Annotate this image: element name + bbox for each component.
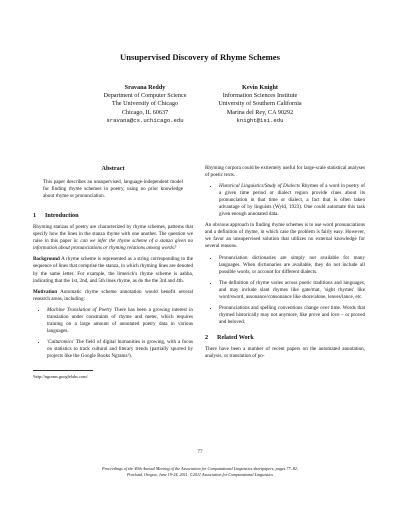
abstract-text: This paper describes an unsupervised, language-independent model for finding rhyme schemes in poetry, using no prior knowledge about rhyme or pronunciation.	[43, 179, 183, 200]
intro-text: Rhyming stanzas of poetry are characterized by rhyme schemes, patterns that specify how the lines in the stanza rhyme with one another. The question we raise in this paper is:	[33, 224, 193, 245]
author-org: The University of Chicago	[111, 100, 179, 108]
author-dept: Department of Computer Science	[103, 92, 187, 100]
list-item-title: Historical Linguistics/Study of Dialects	[219, 183, 301, 190]
section-heading-introduction	[33, 212, 193, 219]
author-city: Marina del Rey, CA 90292	[226, 108, 294, 116]
approach-paragraph: An obvious approach to finding rhyme schemes is to use word pronunciations and a definition of rhyme, in which case the problem is fairly easy. However, we favor an unsupervised solution that utilizes no external knowledge for several reasons.	[205, 222, 365, 250]
reasons-list	[205, 255, 365, 326]
author-email: knight@isi.edu	[236, 116, 284, 124]
paper-title: Unsupervised Discovery of Rhyme Schemes	[120, 52, 280, 62]
motivation-list	[33, 307, 193, 360]
proceedings-footer	[50, 466, 350, 477]
author-city: Chicago, IL 60637	[121, 108, 169, 116]
footnote: ¹http://ngrams.googlelabs.com/	[33, 374, 88, 380]
list-item	[219, 183, 365, 218]
motivation-label: Motivation	[33, 288, 58, 295]
list-item	[47, 307, 193, 335]
intro-question: can we infer the rhyme scheme of a stanza given no information about pronunciations or rhyming relations among words?	[33, 238, 194, 252]
page-number: 77	[197, 449, 203, 455]
list-item: • Pronunciation dictionaries are simply not available for many languages. When dictionaries are available, they do not include all possible words, or account for different dialects.	[219, 255, 365, 276]
list-item-text: The field of digital humanities is growing, with a focus on statistics to track cultural and literary trends (partially spurred by projects like the Google Books Ngrams¹).	[47, 338, 193, 359]
section-title: Introduction	[45, 212, 79, 220]
motivation-text: Automatic rhyme scheme annotation would benefit several research areas, including:	[33, 288, 193, 302]
author-dept: Information Sciences Institute	[222, 92, 298, 100]
intro-paragraph	[33, 224, 193, 252]
related-work-paragraph: There have been a number of recent papers on the automated annotation, analysis, or translation of po-	[205, 345, 365, 360]
footnote-divider	[33, 370, 93, 371]
list-item-title: 'Culturomics'	[47, 338, 75, 345]
author-block-2	[175, 84, 345, 125]
background-paragraph	[33, 256, 193, 284]
list-item: • Pronunciations and spelling conventions change over time. Words that rhymed historically may not anymore, like prove and love – or proved and beloved.	[219, 305, 365, 326]
list-item-title: Machine Translation of Poetry	[47, 306, 113, 313]
footer-line: Proceedings of the 49th Annual Meeting of the Association for Computational Linguistics:shortpapers, pages 77–82,	[102, 466, 298, 471]
author-email: sravana@cs.uchicago.edu	[106, 116, 184, 124]
section-title: Related Work	[217, 333, 254, 341]
list-item	[47, 339, 193, 360]
right-column	[205, 165, 365, 364]
list-item-text: There has been a growing interest in translation under constraints of rhyme and meter, which requires training on a large amount of annotated poetry data in various languages.	[47, 306, 193, 334]
background-text: A rhyme scheme is represented as a string corresponding to the sequence of lines that comprise the stanza, in which rhyming lines are denoted by the same letter. For example, the limerick's rhyme scheme is aabba, indicating that the 1st, 2nd, and 5th lines rhyme, as do the the 3rd and 4th.	[33, 256, 193, 284]
abstract-heading: Abstract	[101, 165, 125, 172]
section-heading-related-work	[205, 334, 365, 341]
section-number: 1	[33, 212, 37, 220]
author-name: Sravana Reddy	[124, 84, 166, 91]
list-item-text: Rhymes of a word in poetry of a given time period or dialect region provide clues about its pronunciation in that time or dialect, a fact that is often taken advantage of by linguists (Wyld, 1923). One could automate this task given enough annotated data.	[219, 183, 365, 218]
author-org: University of Southern California	[218, 100, 302, 108]
section-number: 2	[205, 333, 209, 341]
left-column	[33, 165, 193, 380]
footer-line: Portland, Oregon, June 19-24, 2011. ©2011 Association for Computational Linguistics	[127, 471, 273, 477]
background-label: Background	[33, 256, 60, 263]
motivation-paragraph	[33, 289, 193, 303]
author-name: Kevin Knight	[242, 84, 278, 91]
list-item: • The definition of rhyme varies across poetic traditions and languages, and may include slant rhymes like gate/mat, 'sight rhymes' like word/sword, assonance/consonance like shore/alone, leaves/lance, etc.	[219, 280, 365, 301]
continued-paragraph: Rhyming corpora could be extremely useful for large-scale statistical analyses of poetic texts.	[205, 165, 365, 179]
motivation-list-continued	[205, 183, 365, 218]
